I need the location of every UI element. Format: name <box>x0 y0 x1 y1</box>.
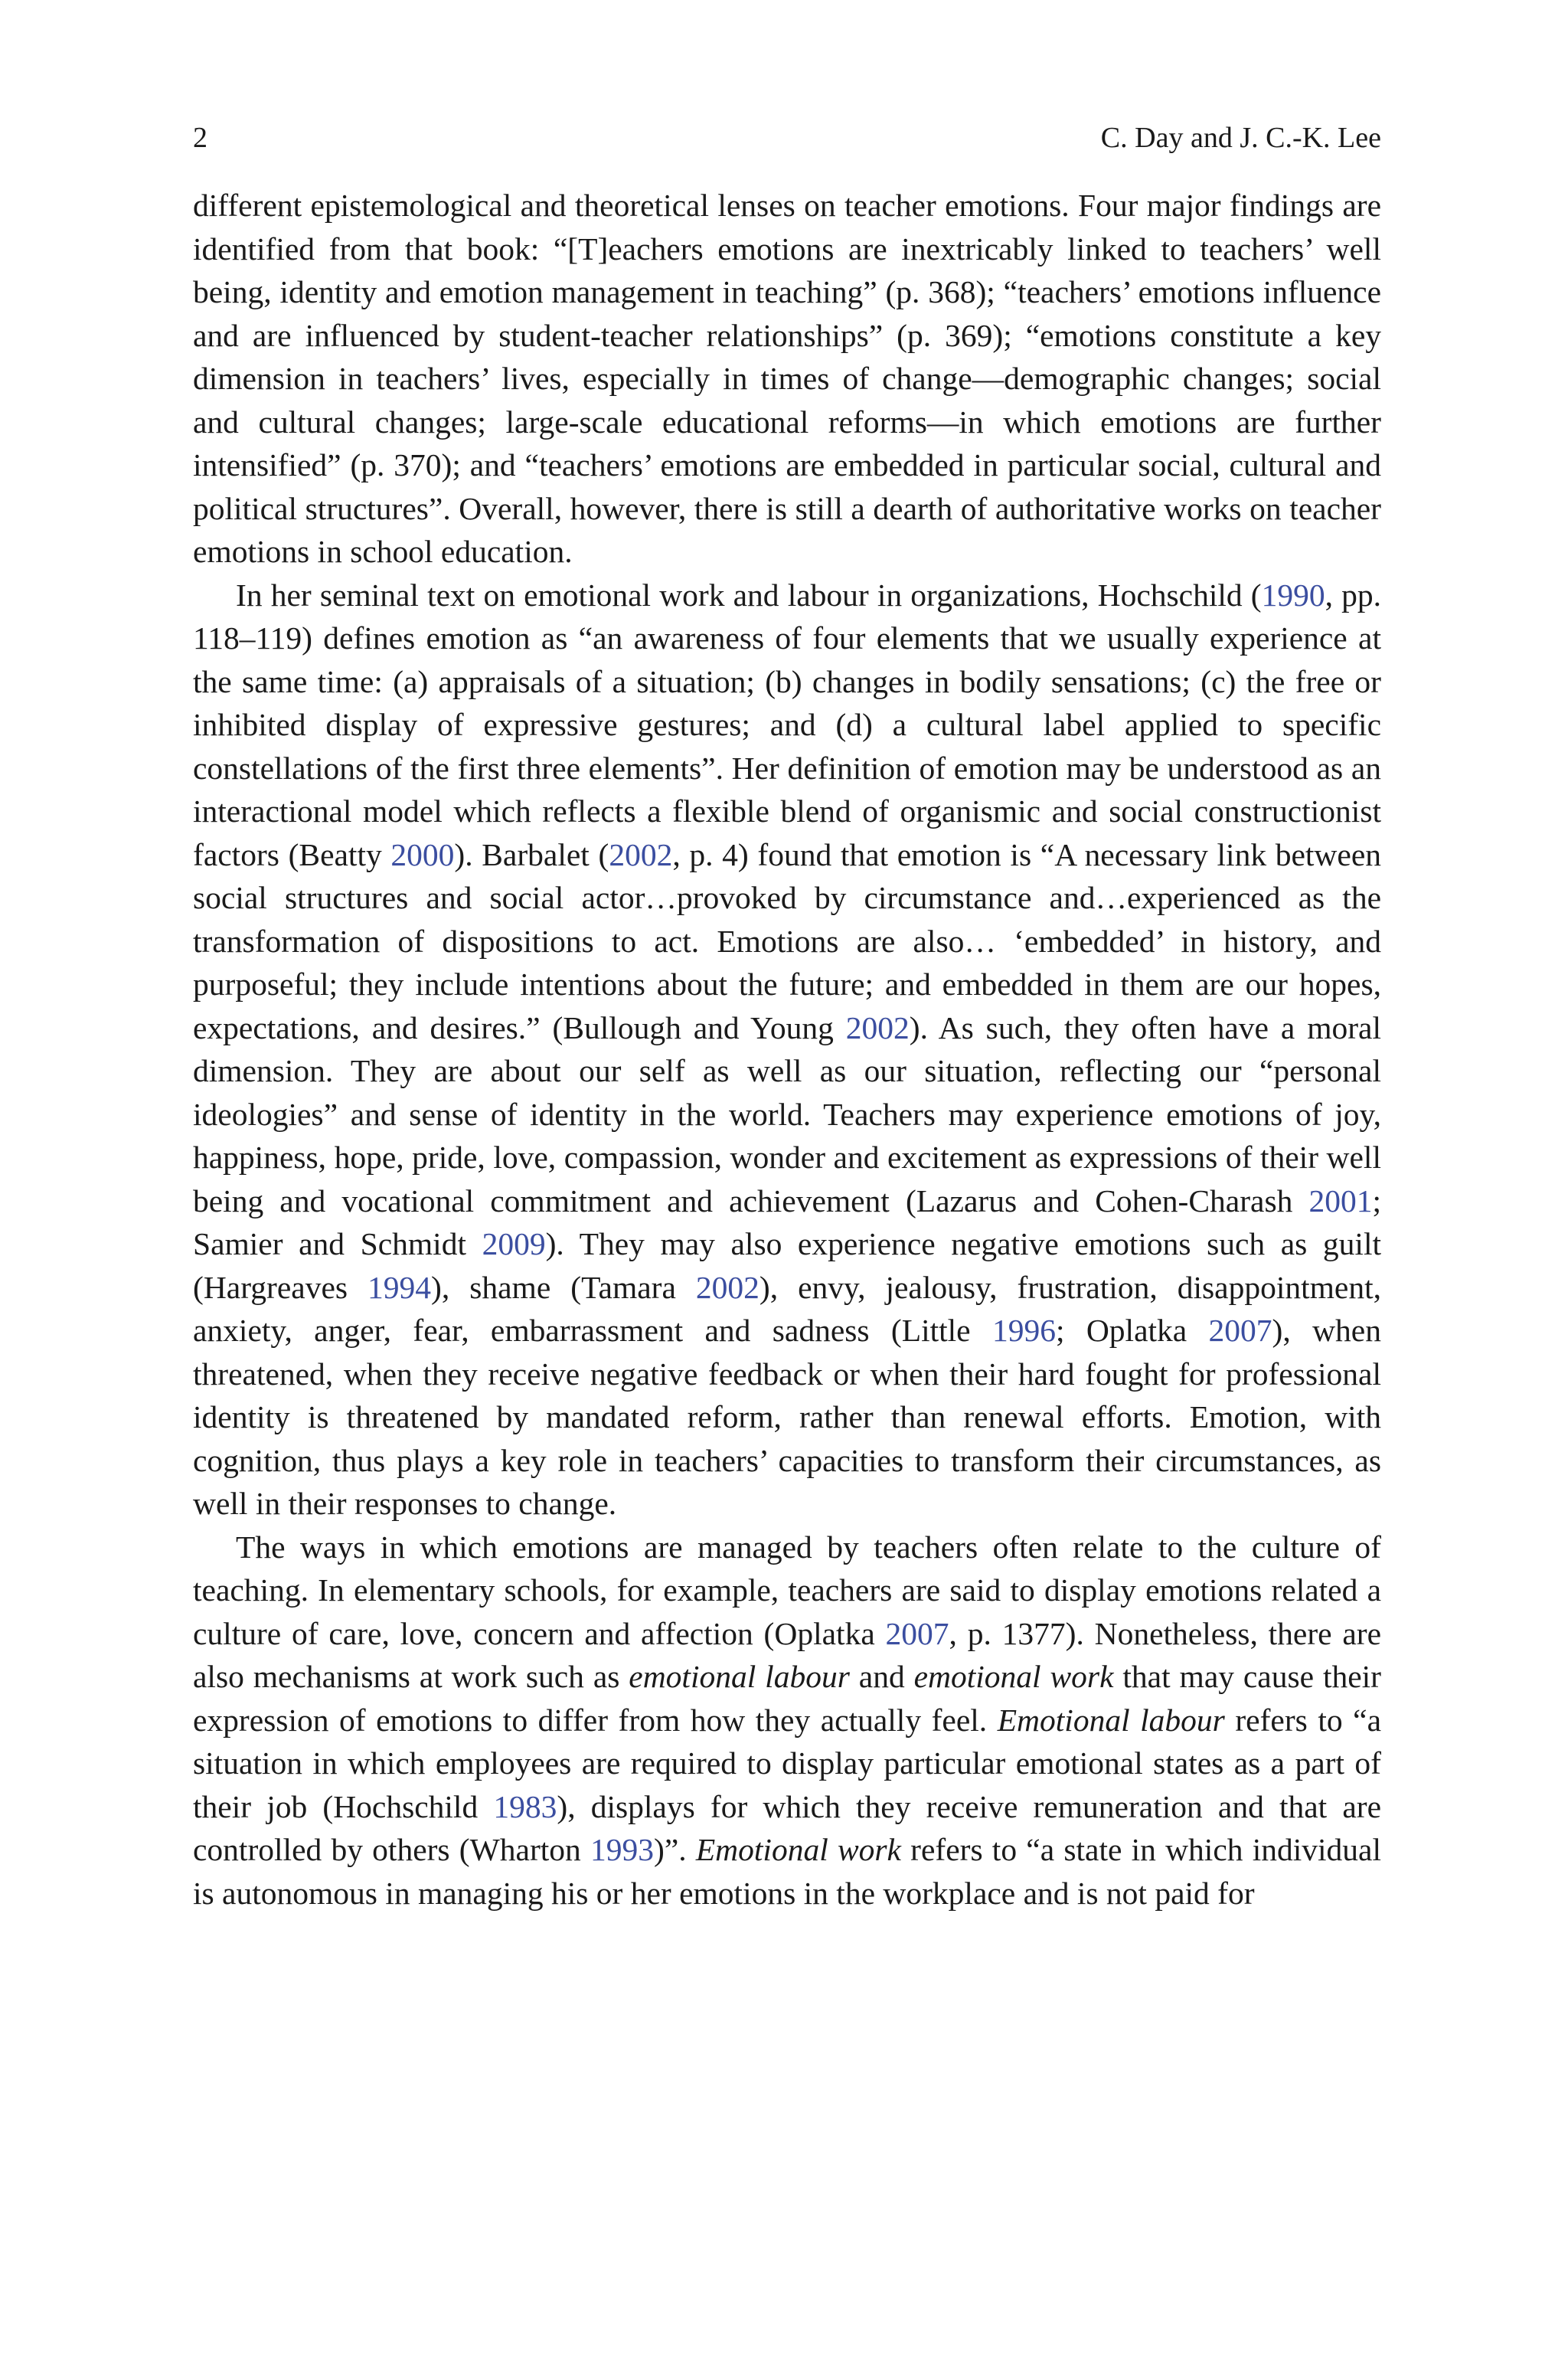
text-run: ), shame (Tamara <box>431 1269 696 1305</box>
paragraph-3 <box>193 1526 1381 1915</box>
citation-year-link[interactable]: 2000 <box>390 836 455 872</box>
text-run: different epistemological and theoretical lenses on teacher emotions. Four major findings are identified from that book: “[T]eachers emotions are inextricably linked to teachers’ well being, identity and emotion management in teaching” (p. 368); “teachers’ emotions influence and are influenced by student-teacher relationships” (p. 369); “emotions constitute a key dimension in teachers’ lives, especially in times of change—demographic changes; social and cultural changes; large-scale educational reforms—in which emotions are further intensified” (p. 370); and “teachers’ emotions are embedded in particular social, cultural and political structures”. Overall, however, there is still a dearth of authoritative works on teacher emotions in school education. <box>193 188 1381 569</box>
paragraph-2 <box>193 574 1381 1526</box>
page-number: 2 <box>193 122 207 154</box>
citation-year-link[interactable]: 2007 <box>885 1615 949 1651</box>
paragraph-1 <box>193 184 1381 574</box>
citation-year-link[interactable]: 1983 <box>493 1788 557 1824</box>
text-run: refers to “a state in which individual is autonomous in managing his or her emotions in the workplace and is not paid for <box>193 1832 1381 1911</box>
citation-year-link[interactable]: 2001 <box>1308 1182 1373 1218</box>
text-run: , p. 1377). Nonetheless, there are also mechanisms at work such as <box>193 1615 1382 1694</box>
emphasized-term: Emotional work <box>695 1832 901 1867</box>
text-run: and <box>849 1659 914 1694</box>
text-run: )”. <box>654 1832 696 1867</box>
text-run: refers to “a situation in which employees are required to display particular emotional states as a part of their job (Hochschild <box>193 1702 1381 1824</box>
text-run: that may cause their expression of emotions to differ from how they actually feel. <box>193 1659 1381 1738</box>
text-run: ), when threatened, when they receive negative feedback or when their hard fought for professional identity is threatened by mandated reform, rather than renewal efforts. Emotion, with cognition, thus plays a key role in teachers’ capacities to transform their circumstances, as well in their responses to change. <box>193 1313 1381 1521</box>
text-run: ), envy, jealousy, frustration, disappointment, anxiety, anger, fear, embarrassment and sadness (Little <box>193 1269 1381 1348</box>
citation-year-link[interactable]: 1996 <box>991 1313 1056 1348</box>
text-run: ). Barbalet ( <box>454 836 609 872</box>
citation-year-link[interactable]: 2002 <box>609 836 673 872</box>
running-head <box>193 115 1381 161</box>
text-run: In her seminal text on emotional work and labour in organizations, Hochschild ( <box>236 577 1262 613</box>
text-run: ; Oplatka <box>1055 1313 1209 1348</box>
emphasized-term: Emotional labour <box>997 1702 1225 1738</box>
text-run: ). They may also experience negative emotions such as guilt (Hargreaves <box>193 1226 1382 1305</box>
citation-year-link[interactable]: 2002 <box>695 1269 760 1305</box>
emphasized-term: emotional work <box>913 1659 1114 1694</box>
citation-year-link[interactable]: 1993 <box>590 1832 654 1867</box>
text-run: ), displays for which they receive remuneration and that are controlled by others (Wharton <box>193 1788 1382 1867</box>
text-run: ; Samier and Schmidt <box>193 1182 1381 1261</box>
page <box>193 115 1381 1915</box>
citation-year-link[interactable]: 1990 <box>1261 577 1325 613</box>
text-run: The ways in which emotions are managed by teachers often relate to the culture of teaching. In elementary schools, for example, teachers are said to display emotions related a culture of care, love, concern and affection (Oplatka <box>193 1529 1381 1651</box>
citation-year-link[interactable]: 2002 <box>845 1009 910 1045</box>
text-run: , pp. 118–119) defines emotion as “an awareness of four elements that we usually experience at the same time: (a) appraisals of a situation; (b) changes in bodily sensations; (c) the free or inhibited display of expressive gestures; and (d) a cultural label applied to specific constellations of the first three elements”. Her definition of emotion may be understood as an interactional model which reflects a flexible blend of organismic and social constructionist factors (Beatty <box>193 577 1382 872</box>
running-head-authors: C. Day and J. C.-K. Lee <box>1100 122 1381 154</box>
body-text <box>193 184 1381 1915</box>
citation-year-link[interactable]: 2009 <box>482 1226 546 1261</box>
text-run: , p. 4) found that emotion is “A necessary link between social structures and social actor…provoked by circumstance and…experienced as the transformation of dispositions to act. Emotions are also… ‘embedded’ in history, and purposeful; they include intentions about the future; and embedded in them are our hopes, expectations, and desires.” (Bullough and Young <box>193 836 1381 1045</box>
text-run: ). As such, they often have a moral dimension. They are about our self as well as our situation, reflecting our “personal ideologies” and sense of identity in the world. Teachers may experience emotions of joy, happiness, hope, pride, love, compassion, wonder and excitement as expressions of their well being and vocational commitment and achievement (Lazarus and Cohen-Charash <box>193 1009 1381 1218</box>
citation-year-link[interactable]: 2007 <box>1208 1313 1272 1348</box>
emphasized-term: emotional labour <box>629 1659 850 1694</box>
citation-year-link[interactable]: 1994 <box>368 1269 432 1305</box>
